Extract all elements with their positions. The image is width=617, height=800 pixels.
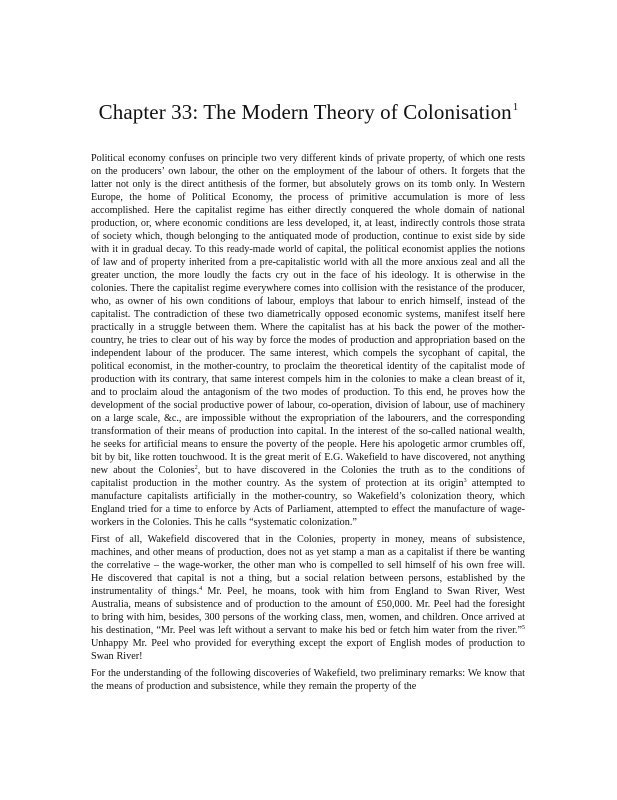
footnote-ref[interactable]: 5 [522,625,525,631]
footnote-ref[interactable]: 3 [463,478,467,484]
paragraph [91,533,525,663]
paragraph-text: , but to have discovered in the Colonies the truth as to the conditions of capitalist production in the mother country. As the system of protection at its origin [91,465,525,489]
chapter-title-text: Chapter 33: The Modern Theory of Colonisation [98,100,512,124]
paragraph-text: Unhappy Mr. Peel who provided for everything except the export of English modes of production to Swan River! [91,638,525,662]
footnote-ref[interactable]: 2 [194,465,198,471]
paragraph-text: For the understanding of the following discoveries of Wakefield, two preliminary remarks: We know that the means of production and subsistence, while they remain the property of the [91,668,525,692]
footnote-ref[interactable]: 1 [512,101,519,113]
paragraph [91,152,525,529]
body-text [91,152,525,697]
paragraph-text: First of all, Wakefield discovered that in the Colonies, property in money, means of subsistence, machines, and other means of production, does not as yet stamp a man as a capitalist if there be wanting the correlative – the wage-worker, the other man who is compelled to sell himself of his own free will. He discovered that capital is not a thing, but a social relation between persons, established by the instrumentality of things. [91,534,525,597]
paragraph-text: attempted to manufacture capitalists artificially in the mother-country, so Wakefield’s colonization theory, which England tried for a time to enforce by Acts of Parliament, attempted to effect the manufacture of wage-workers in the Colonies. This he calls “systematic colonization.” [91,478,525,528]
paragraph-text: Mr. Peel, he moans, took with him from England to Swan River, West Australia, means of subsistence and of production to the amount of £50,000. Mr. Peel had the foresight to bring with him, besides, 300 persons of the working class, men, women, and children. Once arrived at his destination, “Mr. Peel was left without a servant to make his bed or fetch him water from the river.” [91,586,525,636]
paragraph-text: Political economy confuses on principle two very different kinds of private property, of which one rests on the producers’ own labour, the other on the employment of the labour of others. It forgets that the latter not only is the direct antithesis of the former, but absolutely grows on its tomb only. In Western Europe, the home of Political Economy, the process of primitive accumulation is more of less accomplished. Here the capitalist regime has either directly conquered the whole domain of national production, or, where economic conditions are less developed, it, at least, indirectly controls those strata of society which, though belonging to the antiquated mode of production, continue to exist side by side with it in gradual decay. To this ready-made world of capital, the political economist applies the notions of law and of property inherited from a pre-capitalistic world with all the more anxious zeal and all the greater unction, the more loudly the facts cry out in the face of his ideology. It is otherwise in the colonies. There the capitalist regime everywhere comes into collision with the resistance of the producer, who, as owner of his own conditions of labour, employs that labour to enrich himself, instead of the capitalist. The contradiction of these two diametrically opposed economic systems, manifest itself here practically in a struggle between them. Where the capitalist has at his back the power of the mother-country, he tries to clear out of his way by force the modes of production and appropriation based on the independent labour of the producer. The same interest, which compels the sycophant of capital, the political economist, in the mother-country, to proclaim the theoretical identity of the capitalist mode of production with its contrary, that same interest compels him in the colonies to make a clean breast of it, and to proclaim aloud the antagonism of the two modes of production. To this end, he proves how the development of the social productive power of labour, co-operation, division of labour, use of machinery on a large scale, &c., are impossible without the expropriation of the labourers, and the corresponding transformation of their means of production into capital. In the interest of the so-called national wealth, he seeks for artificial means to ensure the poverty of the people. Here his apologetic armor crumbles off, bit by bit, like rotten touchwood. It is the great merit of E.G. Wakefield to have discovered, not anything new about the Colonies [91,153,525,476]
footnote-ref[interactable]: 4 [199,586,203,592]
chapter-title [0,100,617,125]
paragraph [91,667,525,693]
